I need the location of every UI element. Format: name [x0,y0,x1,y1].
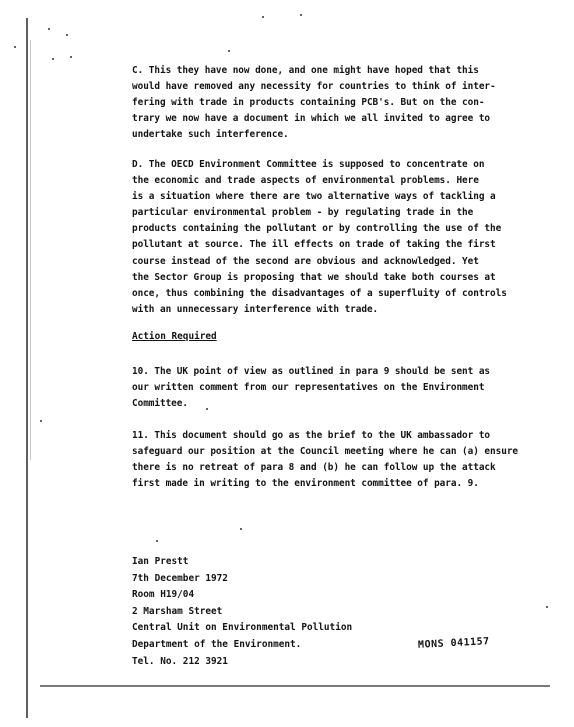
department-name: Department of the Environment. [132,638,302,650]
scan-speck [70,56,72,58]
scan-speck [52,58,54,60]
paragraph-line: undertake such interference. [132,129,289,141]
street-address: 2 Marsham Street [132,605,223,617]
paragraph-line: C. This they have now done, and one might have hoped that this [132,65,479,76]
paragraph-line: pollutant at source. The ill effects on trade of taking the first [132,239,496,251]
scan-speck [228,50,230,52]
paragraph-c [132,63,502,143]
scan-speck [40,420,42,422]
paragraph-d [132,157,507,318]
paragraph-line: safeguard our position at the Council meeting where he can (a) ensure [132,446,519,458]
scan-speck [300,14,302,16]
scan-speck [240,528,242,530]
paragraph-line: D. The OECD Environment Committee is supposed to concentrate on [132,159,485,170]
paragraph-line: fering with trade in products containing PCB's. But on the con- [132,97,485,109]
paragraph-line: the economic and trade aspects of environmental problems. Here [132,175,479,187]
author-name: Ian Prestt [132,556,189,567]
binding-margin-shadow [30,40,31,460]
paragraph-line: the Sector Group is proposing that we should take both courses at [132,271,496,283]
paragraph-line: trary we now have a document in which we all invited to agree to [132,113,491,125]
bottom-scan-rule [40,685,550,687]
unit-name: Central Unit on Environmental Pollution [132,622,353,634]
paragraph-line: course instead of the second are obvious and acknowledged. Yet [132,255,479,267]
scan-speck [48,28,50,30]
paragraph-line: would have removed any necessity for countries to think of inter- [132,81,496,93]
paragraph-line: particular environmental problem - by regulating trade in the [132,207,474,219]
scan-speck [546,606,548,608]
paragraph-line: 11. This document should go as the brief to the UK ambassador to [132,430,491,441]
scan-speck [66,34,68,36]
scan-speck [14,46,16,48]
paragraph-line: our written comment from our representatives on the Environment [132,382,485,394]
paragraph-line: first made in writing to the environment committee of para. 9. [132,478,479,490]
scan-speck [156,540,158,542]
paragraph-line: there is no retreat of para 8 and (b) he can follow up the attack [132,462,496,474]
paragraph-line: Committee. [132,398,188,410]
paragraph-line: once, thus combining the disadvantages of a superfluity of controls [132,287,507,299]
signature-block [132,554,352,670]
telephone-number: Tel. No. 212 3921 [132,655,228,667]
paragraph-line: is a situation where there are two alternative ways of tackling a [132,191,496,203]
paragraph-line: products containing the pollutant or by controlling the use of the [132,223,502,235]
room-number: Room H19/04 [132,589,195,601]
paragraph-11 [132,428,519,492]
binding-margin-line [26,18,28,718]
paragraph-line: 10. The UK point of view as outlined in para 9 should be sent as [132,366,491,377]
document-reference-stamp: MONS 041157 [417,636,490,651]
scan-speck [262,16,264,18]
paragraph-line: with an unnecessary interference with trade. [132,303,379,315]
section-heading-action-required: Action Required [132,331,217,342]
paragraph-10 [132,364,502,412]
document-date: 7th December 1972 [132,572,228,584]
